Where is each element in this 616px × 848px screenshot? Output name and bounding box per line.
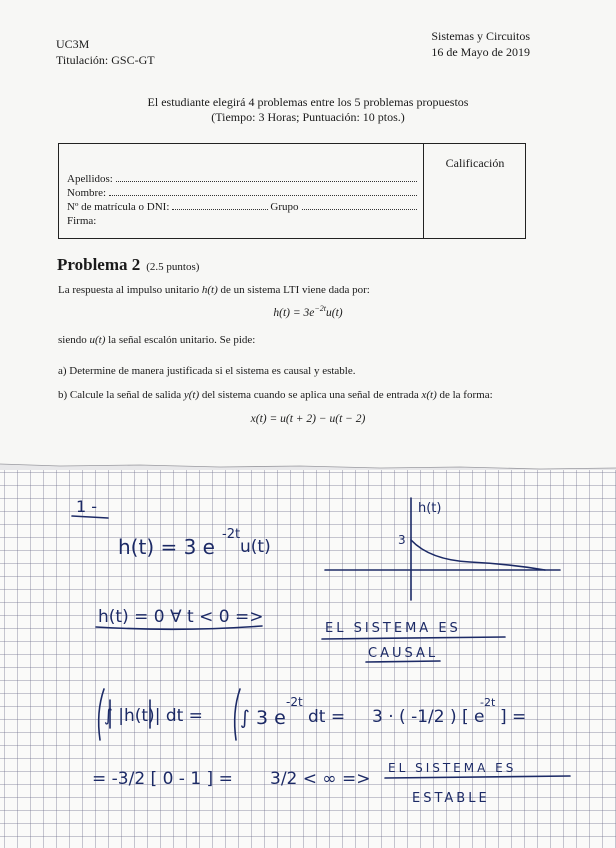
hw-stable-conclusion-1: EL SISTEMA ES [388,761,517,775]
qb-text-1: b) Calcule la señal de salida [58,389,184,401]
hw-causal-conclusion-2: CAUSAL [368,646,439,661]
eq1-rhs: u(t) [325,306,343,319]
hw-stable-conclusion-2: ESTABLE [412,791,490,806]
hw-integral-dt: dt = [308,707,346,727]
hw-antiderivative-end: ] = [500,707,527,727]
causal-conclusion-underline [322,637,505,639]
id-number-label: Nº de matrícula o DNI: [67,201,170,213]
hw-antiderivative-exp: -2t [480,696,496,709]
hw-integral-exp-base: ∫ 3 e [240,707,286,729]
course-name: Sistemas y Circuitos [431,29,530,43]
problem-points: (2.5 puntos) [146,261,200,273]
note-var: u(t) [89,334,106,346]
hw-causal-condition: h(t) = 0 ∀ t < 0 => [98,607,264,627]
qb-text-3: de la forma: [436,389,493,401]
hw-plot-tick: 3 [398,533,406,547]
instructions-line-1: El estudiante elegirá 4 problemas entre los 5 problemas propuestos [147,95,469,109]
hw-impulse-response-lhs: h(t) = 3 e [118,535,215,559]
name-label: Nombre: [67,187,107,199]
section-underline [72,516,108,518]
note-text-1: siendo [58,334,90,346]
qb-text-2: del sistema cuando se aplica una señal de entrada [199,389,422,401]
group-label: Grupo [270,201,299,213]
hw-causal-conclusion-1: EL SISTEMA ES [325,621,461,636]
plot-decay-curve [411,540,545,570]
note-text-2: la señal escalón unitario. Se pide: [105,334,256,346]
exam-date: 16 de Mayo de 2019 [431,45,530,59]
question-a: a) Determine de manera justificada si el sistema es causal y estable. [58,365,356,377]
hw-impulse-response-exp: -2t [222,527,241,542]
hw-impulse-response-rhs: u(t) [240,537,271,557]
hw-result: 3/2 < ∞ => [270,769,371,789]
causal-word-underline [366,661,440,662]
grade-label: Calificación [445,156,505,170]
eq1-exponent: −2t [314,304,326,313]
intro-text-2: de un sistema LTI viene dada por: [217,284,370,296]
hw-antiderivative: 3 · ( -1/2 ) [ e [372,707,485,727]
degree-label: Titulación: GSC-GT [56,53,155,67]
hw-evaluation: = -3/2 [ 0 - 1 ] = [92,769,233,789]
intro-var: h(t) [201,284,218,296]
instructions-line-2: (Tiempo: 3 Horas; Puntuación: 10 ptos.) [211,110,405,124]
hw-section-number: 1 - [76,497,98,516]
intro-text-1: La respuesta al impulso unitario [58,284,202,296]
signature-label: Firma: [67,215,97,227]
surname-label: Apellidos: [67,173,113,185]
problem-title: Problema 2 [57,255,141,274]
eq1-lhs: h(t) = 3e [273,306,315,319]
qb-var-1: y(t) [183,389,200,401]
equation-input-signal: x(t) = u(t + 2) − u(t − 2) [250,413,366,425]
qb-var-2: x(t) [421,389,437,401]
stable-conclusion-underline [385,776,570,778]
hw-plot-label: h(t) [418,501,442,516]
hw-integral-exp-power: -2t [286,695,303,709]
school-name: UC3M [56,37,90,51]
hw-integral-abs: ∫ |h(t)| dt = [104,706,203,726]
